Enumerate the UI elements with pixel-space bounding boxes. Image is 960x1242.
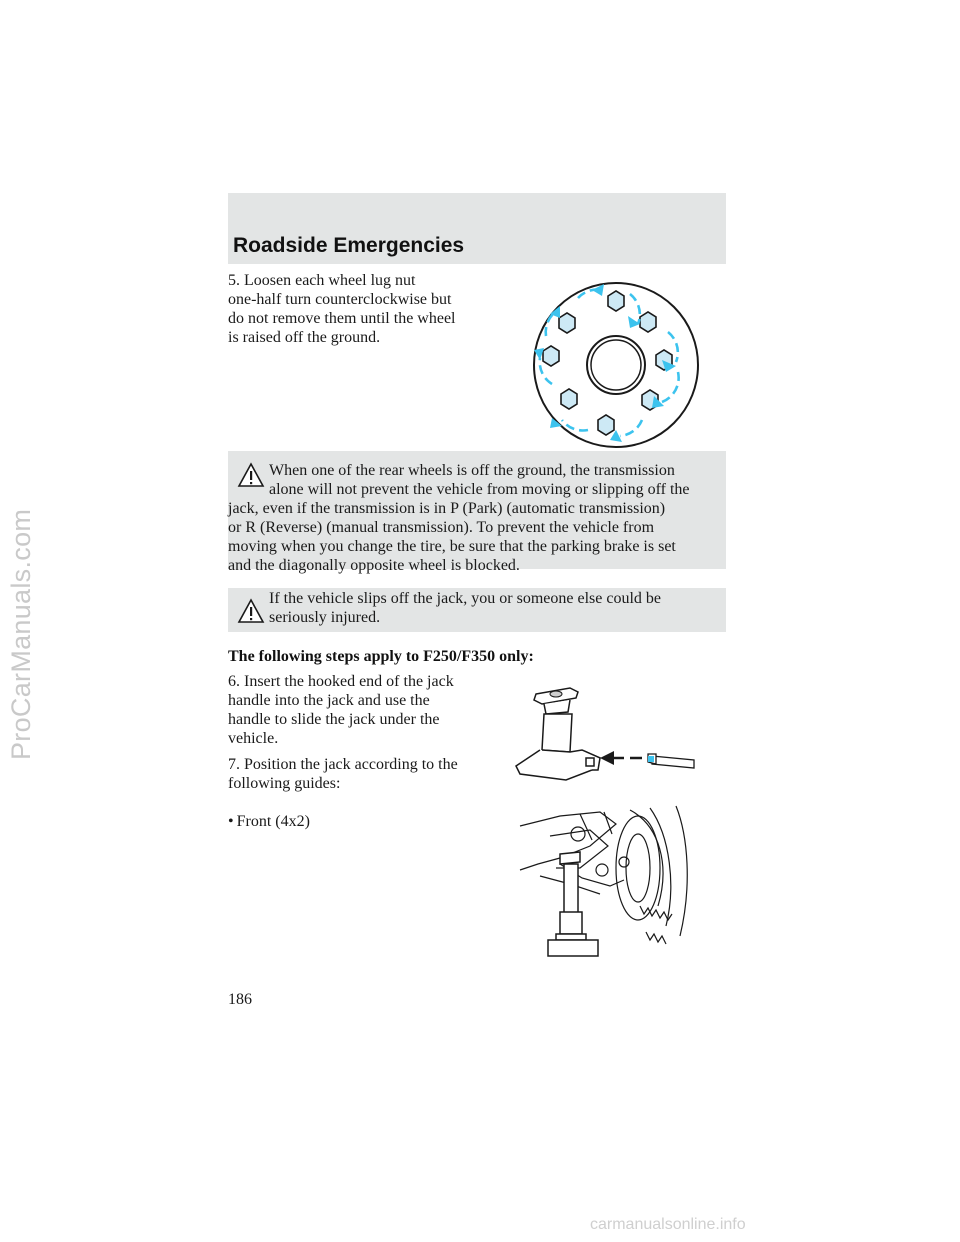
jack-handle-illustration [510,674,700,784]
side-watermark: ProCarManuals.com [6,508,36,760]
warning-line: If the vehicle slips off the jack, you or someone else could be [269,590,662,607]
step-7-line: following guides: [228,775,341,792]
step-6-line: vehicle. [228,730,279,747]
step-6-text [228,672,454,748]
warning-box [228,451,726,574]
warning-line: alone will not prevent the vehicle from moving or slipping off the [269,481,690,498]
warning-line: moving when you change the tire, be sure that the parking brake is set [228,538,676,555]
lug-nut-icon [640,312,656,332]
wheel-lug-nut-diagram [530,280,700,450]
step-6-line: handle into the jack and use the [228,692,430,709]
step-5-text [228,271,456,347]
footer-watermark: carmanualsonline.info [590,1216,746,1233]
step-5-line: is raised off the ground. [228,329,381,346]
step-6-line: 6. Insert the hooked end of the jack [228,673,454,690]
step-7-line: 7. Position the jack according to the [228,756,458,773]
warning-line: or R (Reverse) (manual transmission). To prevent the vehicle from [228,519,655,536]
page-number: 186 [228,991,252,1008]
lug-nut-icon [543,346,559,366]
warning-triangle-icon [238,599,264,623]
lug-nut-icon [598,415,614,435]
lug-nut-icon [608,291,624,311]
warning-box [228,588,726,632]
step-7-text [228,755,458,793]
step-5-line: do not remove them until the wheel [228,310,456,327]
bullet-text: Front (4x2) [236,813,310,830]
step-5-line: 5. Loosen each wheel lug nut [228,272,416,289]
bullet-symbol: • [228,813,234,830]
warning-triangle-icon [238,463,264,487]
step-6-line: handle to slide the jack under the [228,711,440,728]
steps-heading: The following steps apply to F250/F350 only: [228,648,534,665]
lug-nut-icon [561,389,577,409]
front-jack-placement-illustration [520,806,695,966]
warning-first-line: When one of the rear wheels is off the ground, the transmission [269,462,675,479]
step-5-line: one-half turn counterclockwise but [228,291,452,308]
bullet-front-4x2 [228,812,310,831]
warning-line: jack, even if the transmission is in P (Park) (automatic transmission) [228,500,666,517]
warning-line: seriously injured. [269,609,381,626]
lug-nut-icon [559,313,575,333]
section-title: Roadside Emergencies [233,234,465,257]
warning-line: and the diagonally opposite wheel is blocked. [228,557,520,574]
